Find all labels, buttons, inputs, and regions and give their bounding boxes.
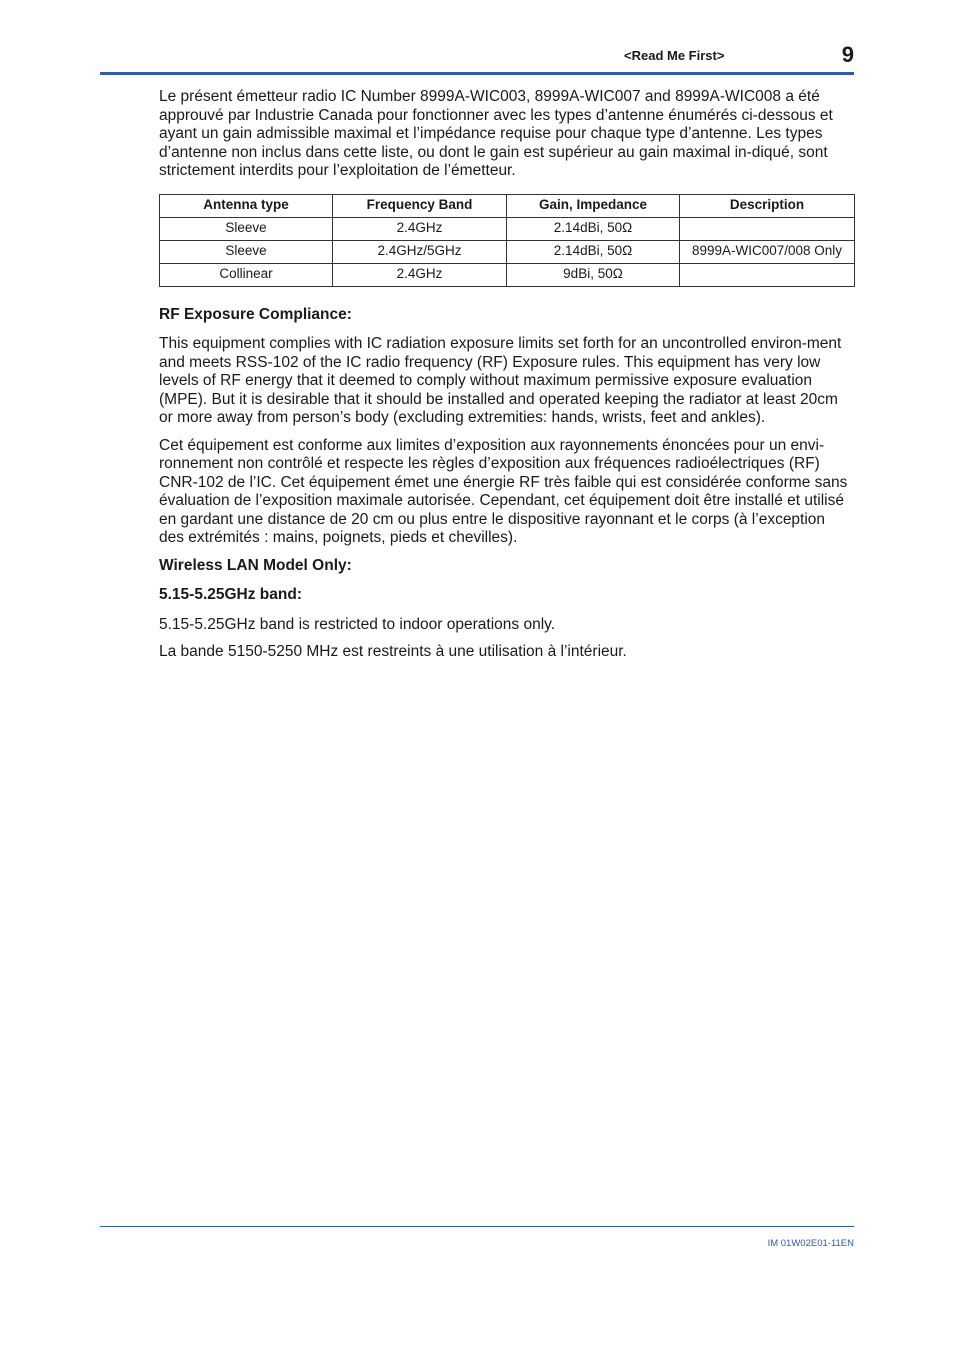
- intro-paragraph-fr: Le présent émetteur radio IC Number 8999A-WIC003, 8999A-WIC007 and 8999A-WIC008 a été approuvé par Industrie Canada pour fonctionner avec les types d’antenne énumérés ci-dessous et ayant un gain admissible maximal et l’impédance requise pour chaque type d’antenne. Les types d’antenne non inclus dans cette liste, ou dont le gain est supérieur au gain maximal in-diqué, sont strictement interdits pour l’exploitation de l’émetteur.: [159, 88, 833, 179]
- column-header-gain-impedance: Gain, Impedance: [507, 194, 680, 217]
- column-header-description: Description: [680, 194, 855, 217]
- footer-document-number: IM 01W02E01-11EN: [767, 1238, 854, 1249]
- antenna-table: [159, 194, 855, 287]
- footer-rule: [100, 1226, 854, 1227]
- column-header-antenna-type: Antenna type: [160, 194, 333, 217]
- band-restriction-fr: La bande 5150-5250 MHz est restreints à une utilisation à l’intérieur.: [159, 643, 627, 660]
- band-heading: 5.15-5.25GHz band:: [159, 586, 302, 603]
- table-row: [160, 263, 855, 286]
- header-section-title: <Read Me First>: [624, 48, 725, 63]
- table-cell: 8999A-WIC007/008 Only: [680, 240, 855, 263]
- table-cell: 2.14dBi, 50Ω: [507, 240, 680, 263]
- table-cell: [680, 263, 855, 286]
- table-cell: Sleeve: [160, 240, 333, 263]
- header-rule: [100, 72, 854, 75]
- page-number: 9: [841, 42, 854, 67]
- wireless-lan-heading: Wireless LAN Model Only:: [159, 556, 352, 574]
- table-cell: 2.4GHz: [333, 217, 507, 240]
- rf-exposure-heading: RF Exposure Compliance:: [159, 305, 352, 323]
- table-cell: Sleeve: [160, 217, 333, 240]
- rf-exposure-paragraph-fr: Cet équipement est conforme aux limites d’exposition aux rayonnements énoncées pour un envi-ronnement non contrôlé et respecte les règles d’exposition aux fréquences radioélectriques (RF) CNR-102 de l’IC. Cet équipement émet une énergie RF très faible qui est considérée conforme sans évaluation de l’exposition maximale autorisée. Cependant, cet équipement doit être installé et utilisé en gardant une distance de 20 cm ou plus entre le dispositive rayonnant et le corps (à l’exception des extrémités : mains, poignets, pieds et chevilles).: [159, 436, 848, 546]
- table-row: [160, 240, 855, 263]
- table-cell: 2.14dBi, 50Ω: [507, 217, 680, 240]
- page-body: [159, 88, 854, 671]
- column-header-frequency-band: Frequency Band: [333, 194, 507, 217]
- table-cell: [680, 217, 855, 240]
- table-row: [160, 217, 855, 240]
- table-cell: Collinear: [160, 263, 333, 286]
- rf-exposure-paragraph-en: This equipment complies with IC radiation exposure limits set forth for an uncontrolled environ-ment and meets RSS-102 of the IC radio frequency (RF) Exposure rules. This equipment has very low levels of RF energy that it deemed to comply without maximum permissive exposure evaluation (MPE). But it is desirable that it should be installed and operated keeping the radiator at least 20cm or more away from person’s body (excluding extremities: hands, wrists, feet and ankles).: [159, 335, 842, 426]
- table-header-row: [160, 194, 855, 217]
- table-cell: 9dBi, 50Ω: [507, 263, 680, 286]
- table-cell: 2.4GHz: [333, 263, 507, 286]
- table-cell: 2.4GHz/5GHz: [333, 240, 507, 263]
- band-restriction-en: 5.15-5.25GHz band is restricted to indoor operations only.: [159, 615, 556, 633]
